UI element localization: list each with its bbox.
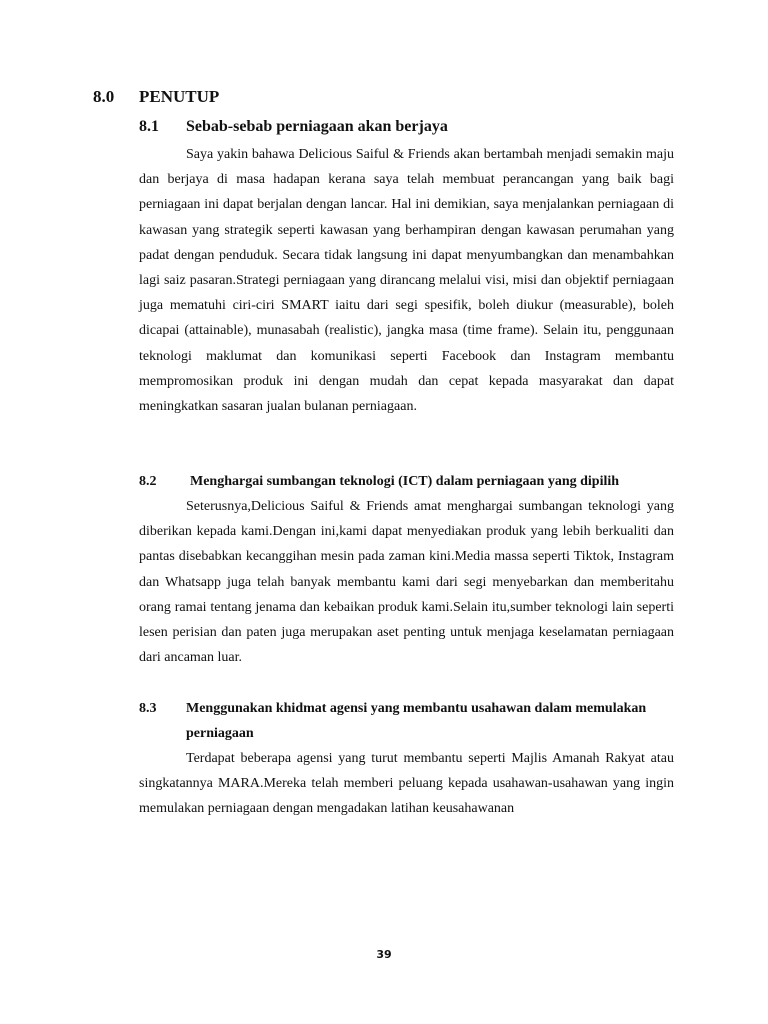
section-number: 8.1 xyxy=(139,118,159,135)
section-heading xyxy=(139,469,674,494)
section-number: 8.2 xyxy=(139,474,157,489)
section-heading xyxy=(139,115,674,139)
chapter-title: PENUTUP xyxy=(139,87,220,106)
section-number: 8.3 xyxy=(139,701,157,716)
chapter-heading xyxy=(93,86,219,108)
section-paragraph: Seterusnya,Delicious Saiful & Friends amat menghargai sumbangan teknologi yang diberikan kepada kami.Dengan ini,kami dapat menyediakan produk yang lebih berkualiti dan pantas disebabkan kecanggihan mesin pada zaman kini.Media massa seperti Tiktok, Instagram dan Whatsapp juga telah banyak membantu kami dari segi menyebarkan dan memberitahu orang ramai tentang jenama dan kebaikan produk kami.Selain itu,sumber teknologi lain seperti lesen perisian dan paten juga merupakan aset penting untuk menjaga keselamatan perniagaan dari ancaman luar. xyxy=(139,499,674,666)
section-8-2 xyxy=(139,469,674,670)
chapter-number: 8.0 xyxy=(93,87,115,106)
section-title: Sebab-sebab perniagaan akan berjaya xyxy=(186,118,448,135)
section-paragraph: Terdapat beberapa agensi yang turut membantu seperti Majlis Amanah Rakyat atau singkatannya MARA.Mereka telah memberi peluang kepada usahawan-usahawan yang ingin memulakan perniagaan dengan mengadakan latihan keusahawanan xyxy=(139,751,674,817)
section-title: Menghargai sumbangan teknologi (ICT) dalam perniagaan yang dipilih xyxy=(190,474,620,489)
page-number: 39 xyxy=(376,948,392,961)
section-8-1 xyxy=(139,115,674,419)
section-title: Menggunakan khidmat agensi yang membantu usahawan dalam memulakan perniagaan xyxy=(186,701,647,741)
section-paragraph: Saya yakin bahawa Delicious Saiful & Friends akan bertambah menjadi semakin maju dan berjaya di masa hadapan kerana saya telah membuat perancangan yang baik bagi perniagaan ini dapat berjalan dengan lancar. Hal ini demikian, saya menjalankan perniagaan di kawasan yang strategik seperti kawasan yang berhampiran dengan kawasan perumahan yang padat dengan penduduk. Secara tidak langsung ini dapat menyumbangkan dan menambahkan lagi saiz pasaran.Strategi perniagaan yang dirancang melalui visi, misi dan objektif perniagaan juga mematuhi ciri-ciri SMART iaitu dari segi spesifik, boleh diukur (measurable), boleh dicapai (attainable), munasabah (realistic), jangka masa (time frame). Selain itu, penggunaan teknologi maklumat dan komunikasi seperti Facebook dan Instagram membantu mempromosikan produk ini dengan mudah dan cepat kepada masyarakat dan dapat meningkatkan sasaran jualan bulanan perniagaan. xyxy=(139,147,674,415)
section-heading xyxy=(139,696,674,746)
section-8-3 xyxy=(139,696,674,822)
